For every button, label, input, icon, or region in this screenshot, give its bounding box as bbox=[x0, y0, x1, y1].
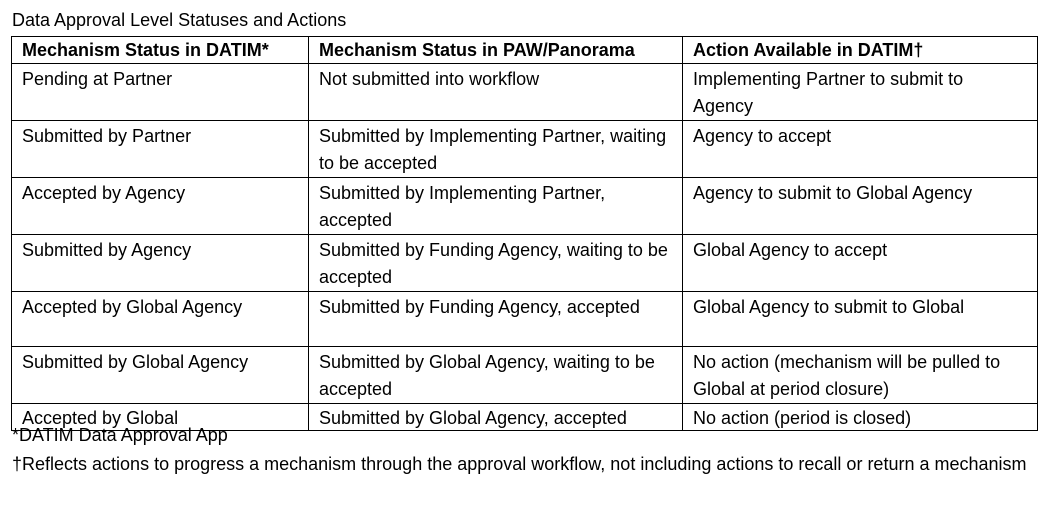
cell-datim-status: Submitted by Partner bbox=[12, 121, 309, 178]
cell-action-available: No action (mechanism will be pulled to Global at period closure) bbox=[683, 347, 1038, 404]
cell-paw-panorama-status: Submitted by Implementing Partner, waiting to be accepted bbox=[309, 121, 683, 178]
cell-paw-panorama-status: Submitted by Global Agency, waiting to be accepted bbox=[309, 347, 683, 404]
footnote-actions: †Reflects actions to progress a mechanism through the approval workflow, not including actions to recall or return a mechanism bbox=[12, 454, 1027, 474]
cell-datim-status: Accepted by Global Agency bbox=[12, 292, 309, 347]
table-row bbox=[12, 292, 1038, 347]
cell-action-available: Implementing Partner to submit to Agency bbox=[683, 64, 1038, 121]
table-row bbox=[12, 121, 1038, 178]
header-paw-panorama-status: Mechanism Status in PAW/Panorama bbox=[309, 37, 683, 64]
table-caption: Data Approval Level Statuses and Actions bbox=[12, 10, 347, 30]
cell-paw-panorama-status: Submitted by Funding Agency, accepted bbox=[309, 292, 683, 347]
cell-datim-status: Submitted by Agency bbox=[12, 235, 309, 292]
cell-paw-panorama-status: Submitted by Funding Agency, waiting to be accepted bbox=[309, 235, 683, 292]
header-datim-status: Mechanism Status in DATIM* bbox=[12, 37, 309, 64]
cell-paw-panorama-status: Submitted by Implementing Partner, accepted bbox=[309, 178, 683, 235]
header-action-available: Action Available in DATIM† bbox=[683, 37, 1038, 64]
table-header-row bbox=[12, 37, 1038, 64]
status-table bbox=[11, 36, 1038, 431]
cell-action-available: Agency to accept bbox=[683, 121, 1038, 178]
table-row bbox=[12, 347, 1038, 404]
footnote-datim-app: *DATIM Data Approval App bbox=[12, 425, 228, 445]
cell-datim-status: Submitted by Global Agency bbox=[12, 347, 309, 404]
cell-action-available: Global Agency to submit to Global bbox=[683, 292, 1038, 347]
cell-action-available: Global Agency to accept bbox=[683, 235, 1038, 292]
cell-action-available: Agency to submit to Global Agency bbox=[683, 178, 1038, 235]
cell-datim-status: Accepted by Global bbox=[12, 404, 309, 431]
table-row bbox=[12, 64, 1038, 121]
cell-paw-panorama-status: Submitted by Global Agency, accepted bbox=[309, 404, 683, 431]
cell-action-available: No action (period is closed) bbox=[683, 404, 1038, 431]
cell-datim-status: Accepted by Agency bbox=[12, 178, 309, 235]
table-row bbox=[12, 235, 1038, 292]
cell-paw-panorama-status: Not submitted into workflow bbox=[309, 64, 683, 121]
cell-datim-status: Pending at Partner bbox=[12, 64, 309, 121]
table-row bbox=[12, 178, 1038, 235]
